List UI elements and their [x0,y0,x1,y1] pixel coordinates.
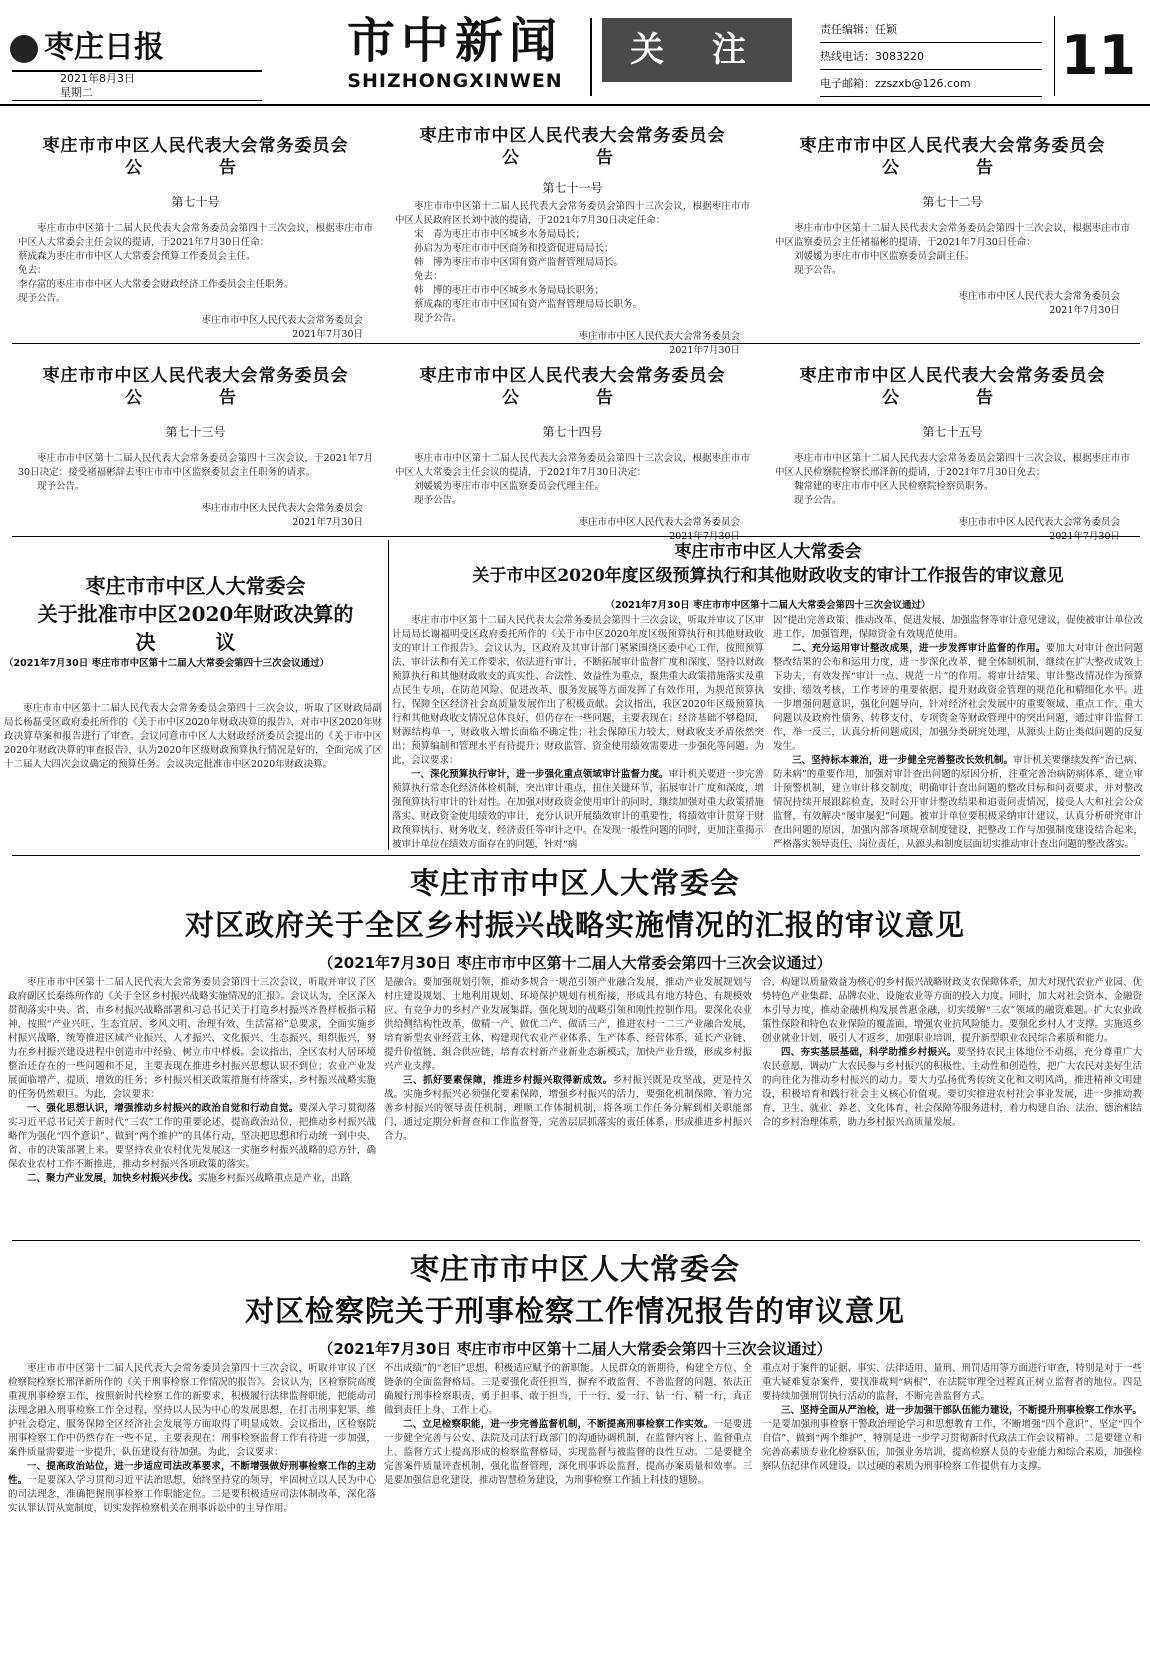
row-divider [12,536,1140,537]
audit-heading: 二、充分运用审计整改成果，进一步发挥审计监督的作用。 [792,643,1046,654]
procuratorate-heading: 三、坚持全面从严治检，进一步加强干部队伍能力建设，不断提升刑事检察工作水平。 [781,1405,1142,1416]
page-number: 11 [1054,16,1142,96]
notice-line: 宋 青为枣庄市市中区城乡水务局局长； [414,229,586,240]
newspaper-logo [10,22,164,66]
notice-body [775,222,1130,278]
audit-column-2 [773,614,1143,850]
row-divider [12,855,1140,856]
notice-line: 枣庄市市中区第十二届人民代表大会常务委员会第四十三次会议，根据枣庄市市中区人民政府区长刘中波的提请，于2021年7月30日决定任命： [395,201,750,226]
notice-number: 第七十号 [171,195,220,209]
rural-paragraph: 乡村振兴既是攻坚战，更是持久战。实施乡村振兴必须强化要素保障，增强乡村振兴的活力，要强化机制保障，着力完善乡村振兴的领导责任机制，理顺工作体制机制，将各项工作任务分解到相关职能部门，通过定期分析督查和工作监督等，完善层层抓落实的责任体系，形成推进乡村振兴合力。 [384,1075,752,1142]
issue-date [12,70,262,101]
notice-date: 2021年7月30日 [1049,305,1120,316]
notice-body [18,452,373,494]
notice-body [395,200,750,326]
section-label: 关 注 [602,18,792,82]
decision-text: 枣庄市市中区第十二届人民代表大会常务委员会第四十三次会议，听取了区财政局副局长杨磊受区政府委托所作的《关于市中区2020年财政决算的报告》，对市中区2020年财政决算草案和报告进行了审查。会议同意市中区人大财政经济委员会提出的《关于市中区2020年财政决算的审查报告》，认为2020年区级财政预算执行情况是好的，全面完成了区十二届人大四次会议确定的预算任务。会议决定批准市中区2020年财政决算。 [4,703,382,770]
notice-line: 韩 博为枣庄市市中区国有资产监督管理局局长。 [414,257,624,268]
notice-70 [18,135,373,342]
rural-session: （2021年7月30日 枣庄市市中区第十二届人大常委会第四十三次会议通过） [318,954,832,972]
notice-75 [775,365,1130,544]
page-header [0,0,1150,108]
procuratorate-title-line: 对区检察院关于刑事检察工作情况报告的审议意见 [244,1294,905,1328]
procuratorate-heading: 二、立足检察职能，进一步完善监督机制，不断提高刑事检察工作实效。 [403,1419,714,1430]
notice-title: 枣庄市市中区人民代表大会常务委员会 [799,136,1106,156]
notice-line: 魏常建的枣庄市市中区人民检察院检察员职务。 [794,481,994,492]
notice-subtitle: 公 告 [882,158,1023,178]
rural-column-2 [384,976,752,1234]
notice-line: 现予公告。 [794,495,842,506]
decision-title [18,572,373,656]
notice-title: 枣庄市市中区人民代表大会常务委员会 [42,136,349,156]
audit-paragraph: 审计机关要继续发挥“治已病、防未病”的重要作用，加强对审计查出问题的原因分析，注重完善治病防病体系，建立审计预警机制，建立审计移交制度，明确审计查出问题的整改目标和问责要求，并对整改情况持续开展跟踪检查，及时公开审计整改结果和追责问责情况，接受人大和社会公众监督，有效解决“屡审屡犯”问题。被审计单位要积极采纳审计建议，认真分析研究审计查出问题的原因，加强内部各项规章制度建设，把整改工作与加强制度建设结合起来，严格落实领导责任、岗位责任，从源头和制度层面切实推动审计查出问题的整改落实。 [773,755,1143,850]
rural-heading: 三、抓好要素保障，推进乡村振兴取得新成效。 [403,1075,613,1086]
rural-column-3 [762,976,1142,1234]
notice-line: 李存富的枣庄市市中区人大常委会财政经济工作委员会主任职务。 [18,279,294,290]
rural-paragraph: 实施乡村振兴战略重点是产业，出路 [198,1173,351,1184]
audit-paragraph: 审计机关要进一步完善预算执行常态化经济体检机制，突出审计重点，扭住关键环节，拓展审计广度和深度，增强预算执行审计的针对性。在加强对财政资金使用审计的同时，继续加强对重大政策措施落实、财政资金使用绩效的审计，充分认识开展绩效审计的重要性，将绩效审计贯穿于财政预算执行、财务收支、经济责任等审计之中。在发现一般性问题的同时，更加注重揭示被审计单位在绩效方面存在的问题，针对“病 [392,769,764,850]
notice-line: 现予公告。 [794,265,842,276]
procuratorate-paragraph: 一是要加强刑事检察干警政治理论学习和思想教育工作，不断增强“四个意识”、坚定“四个自信”、做到“两个维护”，特别是进一步学习贯彻新时代政法工作会议精神。二是要建立和完善高素质专业化检察队伍，加强业务培训，提高检察人员的专业能力和综合素质，加强检察队伍纪律作风建设，以过硬的素质为刑事检察工作提供有力支撑。 [762,1419,1142,1472]
notice-73 [18,365,373,530]
audit-title-line: 关于市中区2020年度区级预算执行和其他财政收支的审计工作报告的审议意见 [472,566,1064,586]
notice-org: 枣庄市市中区人民代表大会常务委员会 [201,315,363,326]
procuratorate-paragraph: 一是要深入学习贯彻习近平法治思想，始终坚持党的领导，牢固树立以人民为中心的司法理念，准确把握刑事检察工作职能定位。二是要积极适应司法体制改革，深化落实认罪认罚从宽制度，切实发挥检察机关在刑事诉讼中的主导作用。 [8,1475,376,1514]
notice-line: 枣庄市市中区第十二届人民代表大会常务委员会第四十三次会议，于2021年7月30日决定：接受褚福彬辞去枣庄市市中区监察委员会主任职务的请求。 [18,453,373,478]
audit-paragraph: 枣庄市市中区第十二届人民代表大会常务委员会第四十三次会议，听取并审议了区审计局局长谢福明受区政府委托所作的《关于市中区2020年度区级预算执行和其他财政收支的审计工作报告》。会议认为，区政府及其审计部门紧紧围绕区委中心工作，按照预算法、审计法和有关工作要求，依法进行审计，不断拓展审计监督广度和深度，坚持以财政预算执行和其他财政收支的真实性、合法性、效益性为重点，聚焦重大政策措施落实及重点民生专项，在防范风险、促进改革、服务发展等方面发挥了有效作用，为规范预算执行、保障全区经济社会高质量发展作出了积极贡献。会议指出，我区2020年区级预算执行和其他财政收支情况总体良好，但仍存在一些问题，主要表现在：经济基础不够稳固，财源结构单一，财政收入增长面临不确定性；社会保障压力较大，财政收支矛盾依然突出；预算编制和管理水平有待提升；财政监管、资金使用绩效需要进一步强化等问题。为此，会议要求： [392,615,764,766]
notice-line: 孙启为为枣庄市市中区商务和投资促进局局长； [414,243,614,254]
notice-line: 现予公告。 [18,293,66,304]
masthead [345,12,565,92]
audit-heading: 三、坚持标本兼治，进一步健全完善整改长效机制。 [792,755,1014,766]
procuratorate-heading: 一、提高政治站位，进一步适应司法改革要求，不断增强做好刑事检察工作的主动性。 [8,1461,376,1486]
notice-line: 现予公告。 [414,313,462,324]
decision-title-line: 关于批准市中区2020年财政决算的 [37,602,354,626]
editor-label: 责任编辑：任颖 [820,16,1042,43]
rural-title [20,862,1130,946]
notice-org: 枣庄市市中区人民代表大会常务委员会 [201,503,363,514]
rural-heading: 二、聚力产业发展，加快乡村振兴步伐。 [27,1173,199,1184]
notice-title: 枣庄市市中区人民代表大会常务委员会 [419,366,726,386]
procuratorate-paragraph: 枣庄市市中区第十二届人民代表大会常务委员会第四十三次会议，听取并审议了区检察院检察长邢泽新所作的《关于刑事检察工作情况的报告》。会议认为，区检察院高度重视刑事检察工作，按照新时代检察工作的新要求，积极履行法律监督职能，把能动司法理念融入刑事检察工作全过程，坚持以人民为中心的发展思想，在打击刑事犯罪、维护社会稳定、服务保障全区经济社会发展等方面取得了明显成效。会议指出，区检察院刑事检察工作中仍然存在一些不足，主要表现在：刑事检察监督工作有待进一步加强，案件质量需要进一步提升，队伍建设有待加强。为此，会议要求： [8,1363,376,1458]
notice-body [18,222,373,306]
notice-body [775,452,1130,508]
decision-title-line: 决 议 [135,630,256,654]
procuratorate-column-1 [8,1362,376,1667]
notice-subtitle: 公 告 [882,388,1023,408]
notice-date: 2021年7月30日 [292,329,363,340]
notice-title: 枣庄市市中区人民代表大会常务委员会 [799,366,1106,386]
notice-number: 第七十三号 [165,425,226,439]
notice-body [395,452,750,508]
phone-label: 热线电话：3083220 [820,43,1042,70]
rural-paragraph: 合，构建以质量效益为核心的乡村振兴战略财政支农保障体系，加大对现代农业产业园、优势特色产业集群、品牌农业、设施农业等方面的投入力度。同时，加大对社会资本、金融资本引导力度，推动金融机构发展普惠金融，切实缓解“三农”领域的融资难题。扩大农业政策性保险和特色农业保险的覆盖面，增强农业抗风险能力。要强化乡村人才支撑。实施返乡创业就业计划，吸引人才返乡，加强职业培训，提升新型职业农民综合素质和能力。 [762,977,1142,1044]
notice-line: 蔡成森为枣庄市市中区人大常委会预算工作委员会主任。 [18,251,256,262]
notice-71 [395,125,750,358]
notice-72 [775,135,1130,318]
notice-signature [18,502,373,530]
decision-session: （2021年7月30日 枣庄市市中区第十二届人大常委会第四十三次会议通过） [4,658,330,669]
notice-74 [395,365,750,544]
decision-body [4,702,382,772]
masthead-cn: 市中新闻 [346,13,563,69]
procuratorate-session: （2021年7月30日 枣庄市市中区第十二届人大常委会第四十三次会议通过） [318,1340,832,1358]
audit-paragraph: 要加大对审计查出问题整改结果的公布和运用力度，进一步深化改革，健全体制机制，继续在扩大整改成效上下功夫，有效发挥“审计一点、规范一片”的作用。将审计结果、审计整改情况作为预算安排、绩效考核、工作考评的重要依据，提升财政资金管理的规范化和精细化水平。进一步增强问题意识，强化问题导向，针对经济社会发展中的重要领域、重点工作、重大问题以及政府性债务、转移支付、专项资金等财政管理中的突出问题，通过审计监督工作，举一反三，认真分析问题成因，加强分类研究处理，从源头上防止类似问题的反复发生。 [773,643,1143,752]
notice-line: 免去： [414,271,443,282]
notice-org: 枣庄市市中区人民代表大会常务委员会 [958,291,1120,302]
notice-org: 枣庄市市中区人民代表大会常务委员会 [578,331,740,342]
notice-line: 枣庄市市中区第十二届人民代表大会常务委员会第四十三次会议，根据枣庄市市中区监察委员会主任褚福彬的提请，于2021年7月30日任命： [775,223,1130,248]
notice-number: 第七十一号 [542,181,603,195]
notice-line: 枣庄市市中区第十二届人民代表大会常务委员会第四十三次会议，根据枣庄市市中区人大常委会主任会议的提请，于2021年7月30日决定： [395,453,750,478]
notice-signature [395,330,750,358]
rural-column-1 [8,976,376,1234]
notice-number: 第七十四号 [542,425,603,439]
audit-paragraph: 因”提出完善政策、推动改革、促进发展、加强监督等审计意见建议，促使被审计单位改进工作，加强管理，保障资金有效规范使用。 [773,615,1143,640]
procuratorate-paragraph: 重点对于案件的证据、事实、法律适用、量刑、刑罚适用等方面进行审查，特别是对于一些重大疑难复杂案件，要找准裁判“病根”，在法院审理全过程真正树立监督者的地位。四是要持续加强刑罚执行活动的监督，不断完善监督方式。 [762,1363,1142,1402]
audit-session: （2021年7月30日 枣庄市市中区第十二届人大常委会第四十三次会议通过） [605,600,931,611]
notice-title: 枣庄市市中区人民代表大会常务委员会 [42,366,349,386]
notice-number: 第七十二号 [922,195,983,209]
notice-date: 2021年7月30日 [669,345,740,356]
notice-signature [775,290,1130,318]
weekday-text: 星期二 [60,86,93,99]
rural-heading: 一、强化思想认识，增强推动乡村振兴的政治自觉和行动自觉。 [27,1103,299,1114]
procuratorate-title-line: 枣庄市市中区人大常委会 [409,1252,740,1286]
notice-line: 现予公告。 [414,495,462,506]
rural-paragraph: 枣庄市市中区第十二届人民代表大会常务委员会第四十三次会议，听取并审议了区政府副区长秦练所作的《关于全区乡村振兴战略实施情况的汇报》。会议认为，全区深入贯彻落实中央、省、市乡村振兴战略部署和习总书记关于打造乡村振兴齐鲁样板指示精神，按照“产业兴旺、生态宜居、乡风文明、治理有效、生活富裕”总要求，全面实施乡村振兴战略，统筹推进区域产业振兴、人才振兴、文化振兴、生态振兴、组织振兴，努力在乡村振兴建设进程中创造市中经验、树立市中样板。会议指出，全区农村人居环境整治还存在的一些问题和不足，主要表现在推进乡村振兴思想认识不到位；农业产业发展面临增产、提质、增效的任务；乡村振兴相关政策措施有待落实，乡村振兴战略实施的任务仍然艰巨。为此，会议要求： [8,977,376,1100]
header-rule [0,104,1150,106]
column-divider [388,540,389,850]
notice-date: 2021年7月30日 [292,517,363,528]
notice-line: 韩 博的枣庄市市中区城乡水务局局长职务； [414,285,605,296]
rural-heading: 四、夯实基层基础，科学助推乡村振兴。 [781,1047,957,1058]
notice-line: 刘媛媛为枣庄市市中区监察委员会副主任。 [794,251,975,262]
audit-column-1 [392,614,764,850]
rural-title-line: 枣庄市市中区人大常委会 [409,866,740,900]
logo-text: 枣庄日报 [44,30,164,65]
audit-heading: 一、深化预算执行审计，进一步强化重点领域审计监督力度。 [411,769,669,780]
audit-title [392,540,1144,588]
procuratorate-column-2 [384,1362,752,1667]
notice-org: 枣庄市市中区人民代表大会常务委员会 [958,517,1120,528]
row-divider [12,1240,1140,1241]
notice-line: 蔡成森的枣庄市市中区国有资产监督管理局局长职务。 [414,299,643,310]
decision-title-line: 枣庄市市中区人大常委会 [85,574,306,598]
rural-paragraph: 要深入学习贯彻落实习近平总书记关于新时代“三农”工作的重要论述，提高政治站位，把推动乡村振兴战略作为强化“四个意识”、做到“两个维护”的具体行动，坚决把思想和行动统一到中央、省、市的决策部署上来。要坚持农业农村优先发展这一实施乡村振兴战略的总方针，确保农业农村工作不断推进，推动乡村振兴各项政策的落实。 [8,1103,376,1170]
row-divider [12,343,1140,344]
notice-line: 枣庄市市中区第十二届人民代表大会常务委员会第四十三次会议，根据枣庄市市中区人民检察院检察长邢泽新的提请，于2021年7月30日免去： [775,453,1130,478]
rural-paragraph: 要坚持农民主体地位不动摇，充分尊重广大农民意愿，调动广大农民参与乡村振兴的积极性、主动性和创造性，把广大农民对美好生活的向往化为推动乡村振兴的动力。要大力弘扬优秀传统文化和文明风尚，推进精神文明建设，积极培育和践行社会主义核心价值观。要切实推进农村社会事业发展，进一步推动教育、卫生、就业、养老、文化体育、社会保障等服务进村，着力构建自治、法治、德治相结合的乡村治理体系，助力乡村振兴高质量发展。 [762,1047,1142,1128]
logo-emblem-icon [10,35,38,63]
email-label: 电子邮箱：zzszxb@126.com [820,70,1042,97]
notice-title: 枣庄市市中区人民代表大会常务委员会 [419,126,726,146]
procuratorate-paragraph: 不出成绩”的“老旧”思想，积极适应赋予的新职能。人民群众的新期待，构建全方位、全链条的全面监督格局。三是要强化责任担当，摒弃不敢监督、不善监督的问题，依法正确履行刑事检察职责，勇于担事、敢于担当，干一行、爱一行、钻一行、精一行，真正做到责任上身、工作上心。 [384,1363,752,1416]
procuratorate-title [20,1248,1130,1332]
notice-line: 枣庄市市中区第十二届人民代表大会常务委员会第四十三次会议，根据枣庄市市中区人大常委会主任会议的提请，于2021年7月30日任命： [18,223,373,248]
notice-subtitle: 公 告 [125,388,266,408]
notice-org: 枣庄市市中区人民代表大会常务委员会 [578,517,740,528]
masthead-en: SHIZHONGXINWEN [347,70,563,92]
contact-info [820,16,1042,97]
notice-number: 第七十五号 [922,425,983,439]
notice-signature [18,314,373,342]
procuratorate-column-3 [762,1362,1142,1667]
notice-subtitle: 公 告 [125,158,266,178]
notice-subtitle: 公 告 [502,148,643,168]
notice-subtitle: 公 告 [502,388,643,408]
notice-line: 现予公告。 [37,481,85,492]
procuratorate-paragraph: 一是要进一步健全完善与公安、法院及司法行政部门的沟通协调机制，在监督内容上、监督重点上、监督方式上提高形成的检察监督格局，实现监督与被监督的良性互动。二是要健全完善案件质量评查机制，强化监督管理，深化刑事诉讼监督，提高办案质量和效率。三是要加强信息化建设，推动智慧检务建设，为刑事检察工作插上科技的翅膀。 [384,1419,752,1486]
header-divider [590,18,592,96]
rural-paragraph: 是融合。要加强规划引领，推动多规合一规范引领产业融合发展，推动产业发展规划与村庄建设规划、土地利用规划、环境保护规划有机衔接，形成具有地方特色、有规模效应、有竞争力的乡村产业发展集群，强化规划的战略引领和刚性控制作用。要深化农业供给侧结构性改革，做精一产、做优二产、做活三产，推进农村一二三产业融合发展，培育新型农业经营主体，构建现代农业产业体系、生产体系、经营体系，延长产业链、提升价值链、组合供应链，培育农村新产业新业态新模式，加快产业升级，形成乡村振兴产业支撑。 [384,977,752,1072]
date-text: 2021年8月3日 [60,72,135,85]
audit-title-line: 枣庄市市中区人大常委会 [674,542,862,562]
notice-line: 刘媛媛为枣庄市市中区监察委员会代理主任。 [414,481,605,492]
rural-title-line: 对区政府关于全区乡村振兴战略实施情况的汇报的审议意见 [184,908,965,942]
notice-line: 免去： [18,265,47,276]
